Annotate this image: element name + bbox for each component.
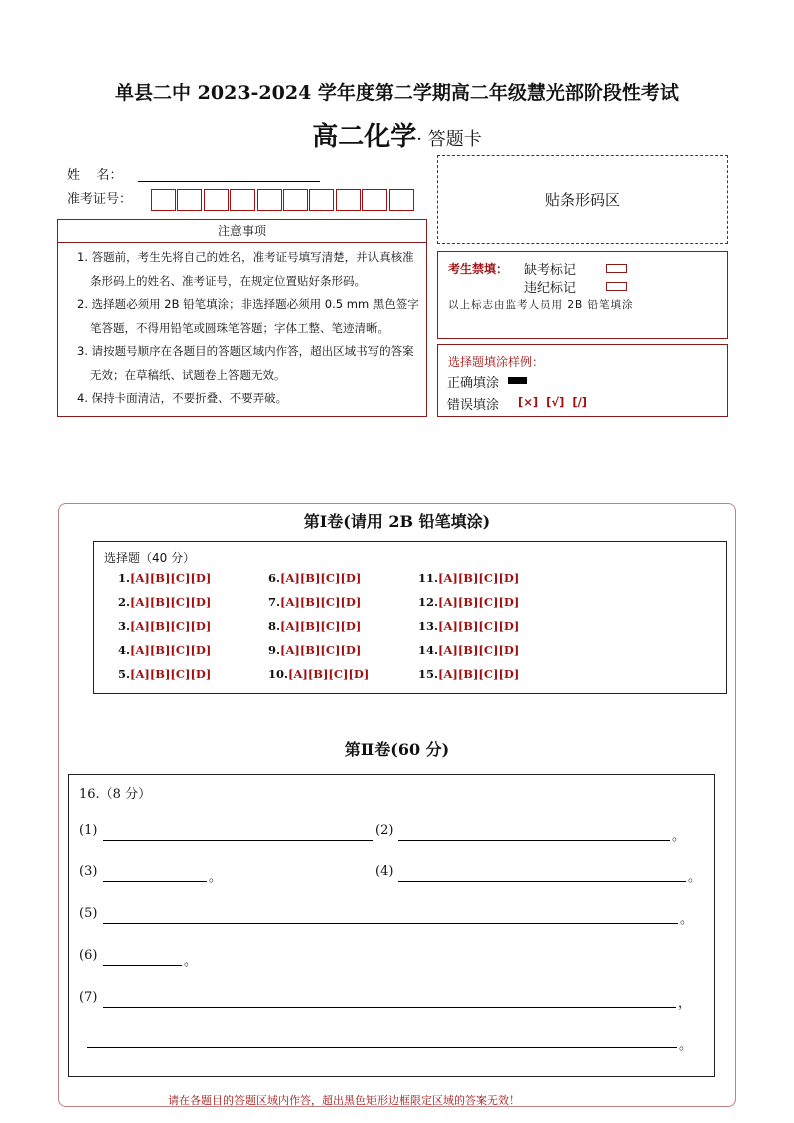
notice-item: 1. 答题前，考生先将自己的姓名，准考证号填写清楚，并认真核准条形码上的姓名、准考证号，在规定位置贴好条形码。	[77, 250, 414, 288]
question-row	[268, 667, 369, 681]
question-number: 14.	[418, 643, 439, 657]
section2-title: 第Ⅱ卷(60 分)	[344, 740, 450, 759]
answer-line[interactable]	[103, 881, 207, 882]
q16-label: 16.（8 分）	[79, 787, 152, 802]
question-number: 4.	[118, 643, 131, 657]
question-number: 13.	[418, 619, 439, 633]
subject-title	[0, 116, 794, 153]
absent-label: 缺考标记	[524, 263, 577, 278]
question-number: 15.	[418, 667, 439, 681]
part-label: (1)	[79, 823, 98, 838]
answer-options[interactable]: [A][B][C][D]	[130, 571, 212, 585]
question-number: 2.	[118, 595, 131, 609]
notice-title: 注意事项	[57, 219, 427, 243]
notice-item: 2. 选择题必须用 2B 铅笔填涂；非选择题必须用 0.5 mm 黑色签字笔答题，不得用铅笔或圆珠笔答题；字体工整、笔迹清晰。	[77, 297, 419, 335]
id-digit-box[interactable]	[177, 189, 202, 211]
question-number: 9.	[268, 643, 281, 657]
id-digit-box[interactable]	[151, 189, 176, 211]
question-row	[418, 571, 519, 585]
notice-item: 4. 保持卡面清洁，不要折叠、不要弄破。	[77, 391, 288, 405]
answer-line[interactable]	[103, 923, 678, 924]
subject: 高二化学	[312, 122, 417, 152]
forbidden-label: 考生禁填：	[448, 262, 509, 276]
answer-options[interactable]: [A][B][C][D]	[438, 571, 520, 585]
answer-options[interactable]: [A][B][C][D]	[438, 619, 520, 633]
barcode-area	[437, 155, 728, 244]
question-number: 7.	[268, 595, 281, 609]
answer-options[interactable]: [A][B][C][D]	[280, 643, 362, 657]
part-label: (6)	[79, 948, 98, 963]
notice-item: 3. 请按题号顺序在各题目的答题区域内作答，超出区域书写的答案无效；在草稿纸、试题卷上答题无效。	[77, 344, 414, 382]
part-label: (7)	[79, 990, 98, 1005]
part-label: (4)	[375, 864, 394, 879]
question-row	[418, 595, 519, 609]
question-number: 3.	[118, 619, 131, 633]
question-number: 12.	[418, 595, 439, 609]
sample-title: 选择题填涂样例：	[448, 355, 545, 369]
part-label: (2)	[375, 823, 394, 838]
choice-title: 选择题（40 分）	[104, 551, 196, 565]
question-row	[268, 643, 361, 657]
question-row	[268, 619, 361, 633]
question-row	[118, 667, 211, 681]
question-row	[268, 595, 361, 609]
answer-options[interactable]: [A][B][C][D]	[438, 667, 520, 681]
question-number: 11.	[418, 571, 439, 585]
forbidden-note: 以上标志由监考人员用 2B 铅笔填涂	[448, 299, 634, 311]
answer-line[interactable]	[87, 1047, 677, 1048]
q16-box	[68, 774, 715, 1077]
punctuation: 。	[672, 829, 686, 844]
id-digit-box[interactable]	[362, 189, 387, 211]
filled-mark-icon	[508, 377, 527, 384]
question-number: 6.	[268, 571, 281, 585]
barcode-label: 贴条形码区	[544, 191, 620, 209]
punctuation: 。	[184, 954, 198, 969]
absent-checkbox[interactable]	[606, 264, 627, 273]
answer-line[interactable]	[398, 840, 670, 841]
answer-options[interactable]: [A][B][C][D]	[130, 643, 212, 657]
question-row	[118, 571, 211, 585]
id-digit-box[interactable]	[230, 189, 255, 211]
question-row	[418, 667, 519, 681]
answer-line[interactable]	[103, 1007, 676, 1008]
exam-title: 单县二中 2023-2024 学年度第二学期高二年级慧光部阶段性考试	[115, 82, 679, 104]
answer-options[interactable]: [A][B][C][D]	[130, 595, 212, 609]
section1-title: 第Ⅰ卷(请用 2B 铅笔填涂)	[303, 512, 491, 531]
question-row	[418, 619, 519, 633]
id-digit-box[interactable]	[336, 189, 361, 211]
subject-suffix: · 答题卡	[416, 129, 482, 150]
answer-options[interactable]: [A][B][C][D]	[288, 667, 370, 681]
answer-options[interactable]: [A][B][C][D]	[280, 619, 362, 633]
answer-options[interactable]: [A][B][C][D]	[280, 571, 362, 585]
answer-line[interactable]	[103, 965, 182, 966]
answer-options[interactable]: [A][B][C][D]	[130, 667, 212, 681]
violation-checkbox[interactable]	[606, 282, 627, 291]
question-number: 10.	[268, 667, 289, 681]
answer-line[interactable]	[103, 840, 373, 841]
sample-box	[437, 344, 728, 417]
footer-warning: 请在各题目的答题区域内作答，超出黑色矩形边框限定区域的答案无效！	[168, 1094, 520, 1107]
question-row	[118, 619, 211, 633]
answer-line[interactable]	[398, 881, 686, 882]
question-number: 1.	[118, 571, 131, 585]
question-row	[418, 643, 519, 657]
question-number: 8.	[268, 619, 281, 633]
violation-label: 违纪标记	[524, 281, 577, 296]
id-label: 准考证号：	[67, 192, 133, 207]
name-field[interactable]	[138, 181, 320, 182]
punctuation: ，	[678, 996, 692, 1011]
id-digit-box[interactable]	[283, 189, 308, 211]
name-label: 姓 名：	[67, 168, 123, 183]
answer-options[interactable]: [A][B][C][D]	[280, 595, 362, 609]
wrong-marks: [×] [√] [/]	[518, 395, 588, 409]
id-digit-box[interactable]	[257, 189, 282, 211]
question-row	[118, 643, 211, 657]
answer-options[interactable]: [A][B][C][D]	[130, 619, 212, 633]
answer-options[interactable]: [A][B][C][D]	[438, 643, 520, 657]
punctuation: 。	[209, 870, 223, 885]
id-digit-box[interactable]	[309, 189, 334, 211]
id-digit-box[interactable]	[389, 189, 414, 211]
question-row	[268, 571, 361, 585]
part-label: (3)	[79, 864, 98, 879]
wrong-label: 错误填涂	[447, 398, 500, 413]
question-row	[118, 595, 211, 609]
punctuation: 。	[688, 870, 702, 885]
punctuation: 。	[679, 1038, 693, 1053]
answer-options[interactable]: [A][B][C][D]	[438, 595, 520, 609]
correct-label: 正确填涂	[447, 376, 500, 391]
notice-body	[57, 242, 427, 417]
forbidden-box	[437, 251, 728, 339]
question-number: 5.	[118, 667, 131, 681]
punctuation: 。	[680, 912, 694, 927]
choice-box	[93, 541, 727, 694]
part-label: (5)	[79, 906, 98, 921]
id-digit-box[interactable]	[204, 189, 229, 211]
